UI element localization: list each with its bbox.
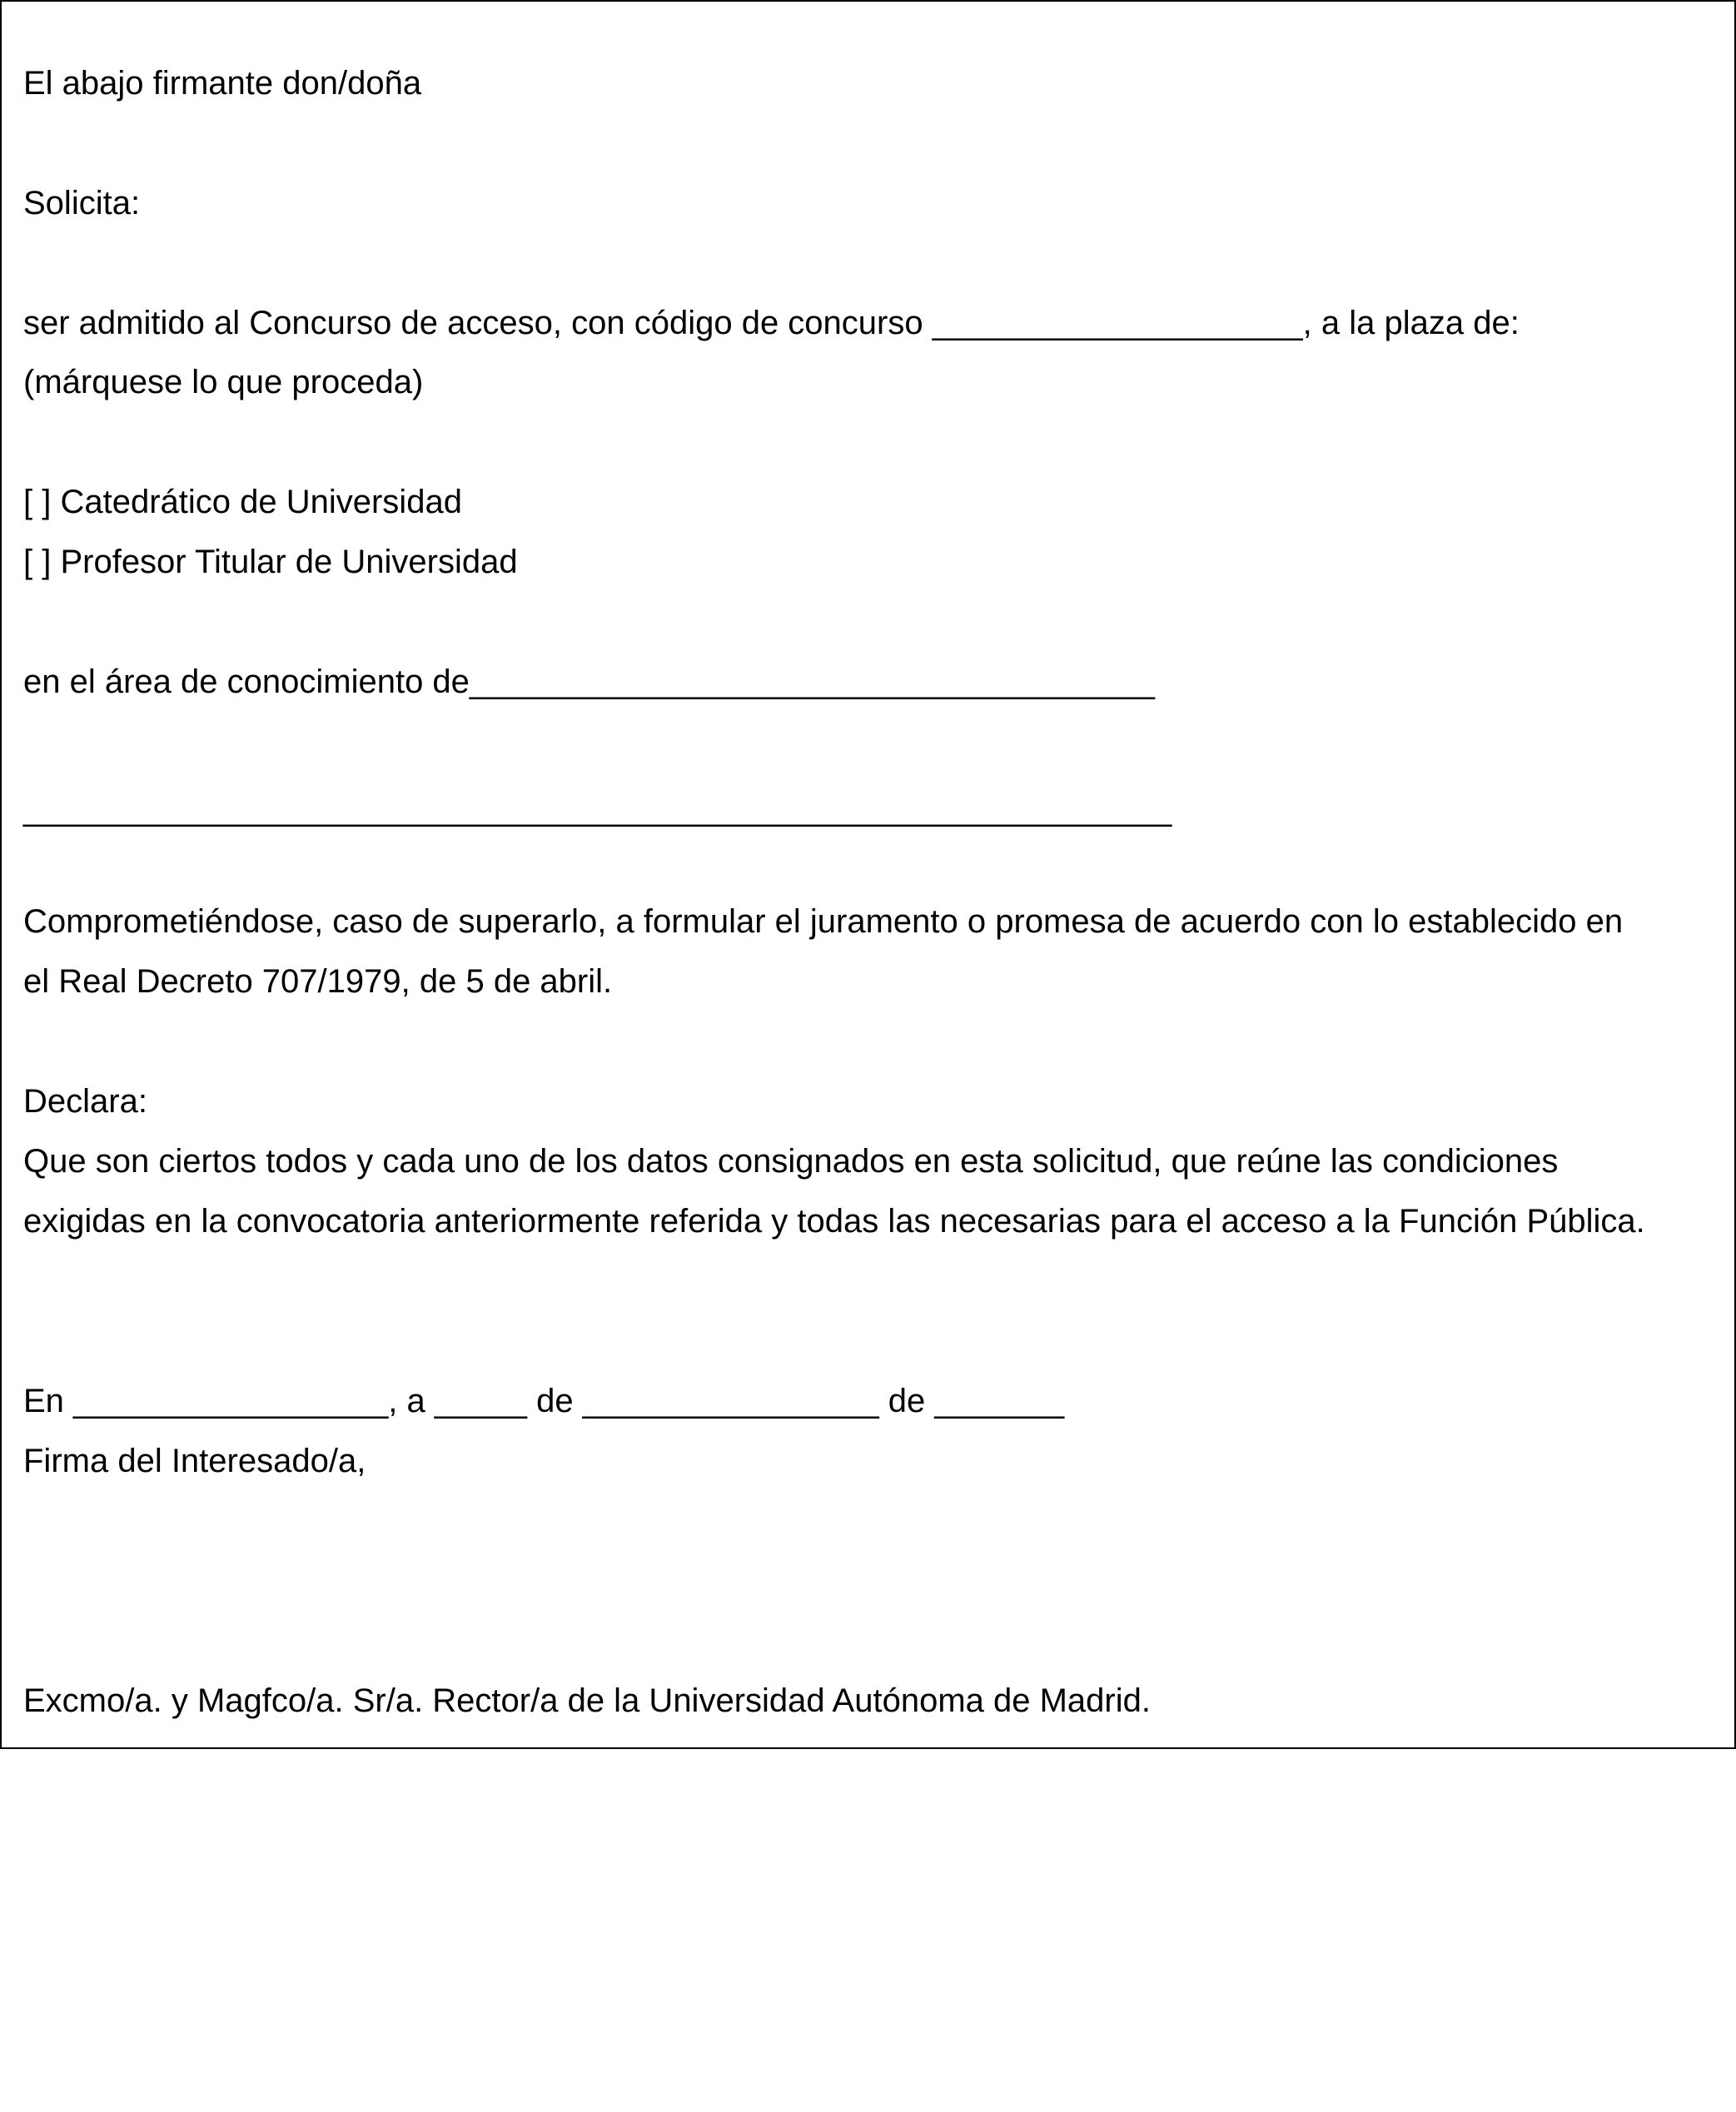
- commitment-line-2: el Real Decreto 707/1979, de 5 de abril.: [23, 963, 613, 1000]
- declara-label: Declara:: [23, 1083, 147, 1120]
- request-line: ser admitido al Concurso de acceso, con código de concurso ____________________, a la plaza de:: [23, 305, 1520, 341]
- declaration-line-2: exigidas en la convocatoria anteriormente referida y todas las necesarias para el acceso a la Función Pública.: [23, 1203, 1645, 1240]
- solicita-label: Solicita:: [23, 185, 141, 221]
- mark-instruction: (márquese lo que proceda): [23, 364, 424, 400]
- area-continuation-line: ______________________________________________________________: [23, 791, 1172, 827]
- addressee: Excmo/a. y Magfco/a. Sr/a. Rector/a de la Universidad Autónoma de Madrid.: [23, 1682, 1151, 1719]
- area-line: en el área de conocimiento de_____________________________________: [23, 663, 1156, 700]
- option-catedratico[interactable]: [ ] Catedrático de Universidad: [23, 484, 462, 520]
- place-date-line: En _________________, a _____ de ________________ de _______: [23, 1383, 1065, 1419]
- option-profesor-titular[interactable]: [ ] Profesor Titular de Universidad: [23, 544, 518, 580]
- intro-text: El abajo firmante don/doña: [23, 65, 422, 102]
- commitment-line-1: Comprometiéndose, caso de superarlo, a formular el juramento o promesa de acuerdo con lo establecido en: [23, 903, 1624, 940]
- signature-label: Firma del Interesado/a,: [23, 1443, 366, 1479]
- declaration-line-1: Que son ciertos todos y cada uno de los datos consignados en esta solicitud, que reúne las condiciones: [23, 1143, 1559, 1180]
